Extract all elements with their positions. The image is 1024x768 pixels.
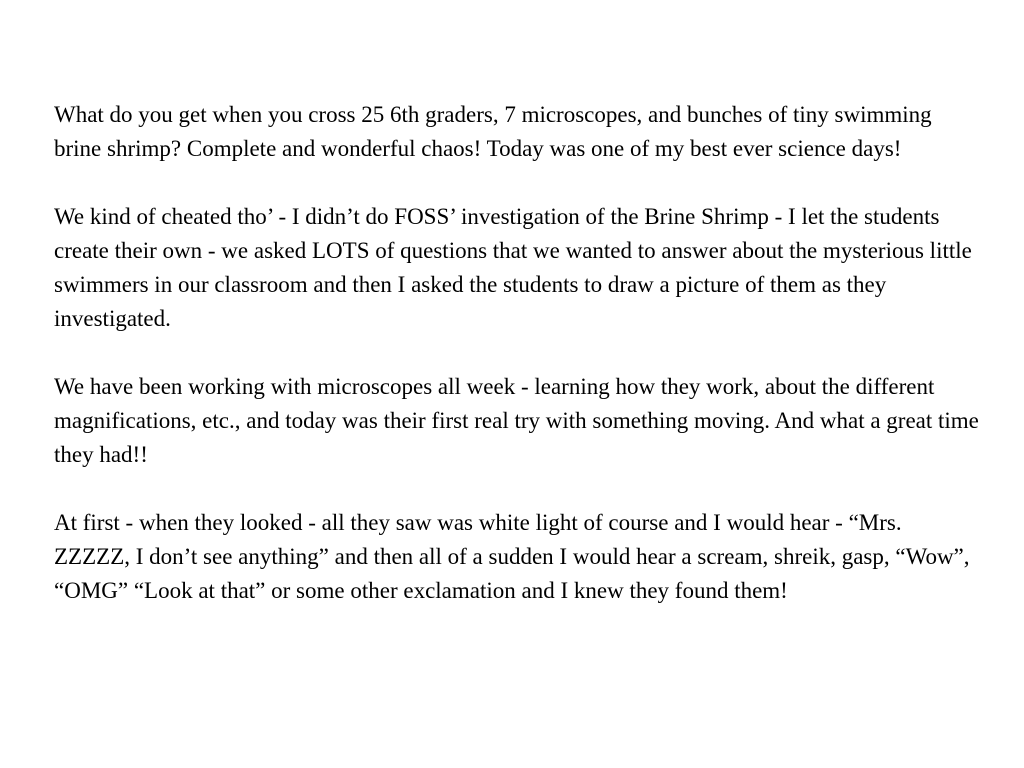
paragraph-4: At first - when they looked - all they saw was white light of course and I would hear - “Mrs. ZZZZZ, I don’t see anything” and then all of a sudden I would hear a scream, shreik, gasp, “Wow”, “OMG” “Look at that” or some other exclamation and I knew they found them! [54,510,970,603]
body-text [54,98,979,608]
paragraph-2: We kind of cheated tho’ - I didn’t do FOSS’ investigation of the Brine Shrimp - I let the students create their own - we asked LOTS of questions that we wanted to answer about the mysterious little swimmers in our classroom and then I asked the students to draw a picture of them as they investigated. [54,204,972,331]
paragraph-3: We have been working with microscopes all week - learning how they work, about the different magnifications, etc., and today was their first real try with something moving. And what a great time they had!! [54,374,979,467]
paragraph-1: What do you get when you cross 25 6th graders, 7 microscopes, and bunches of tiny swimming brine shrimp? Complete and wonderful chaos! Today was one of my best ever science days! [54,102,932,161]
